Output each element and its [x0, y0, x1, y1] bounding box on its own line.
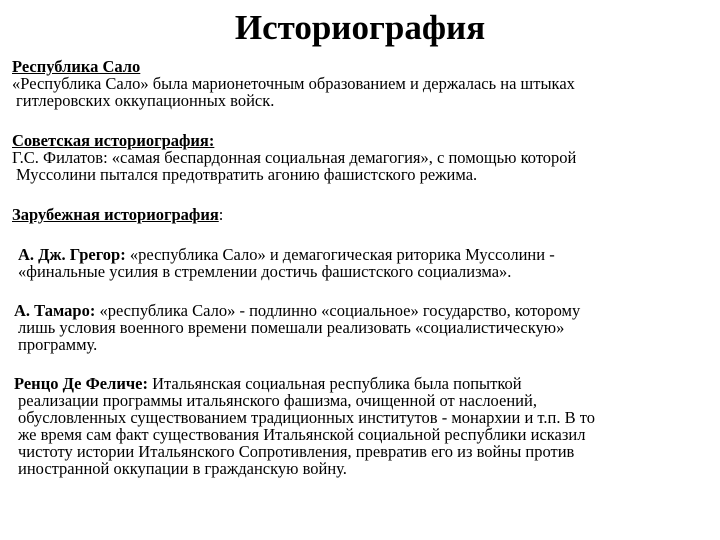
- defelice-text-line: иностранной оккупации в гражданскую войну.: [18, 459, 347, 478]
- tamaro-text-line: программу.: [18, 335, 98, 354]
- gregor-text: «республика Сало» и демагогическая риторика Муссолини -: [125, 245, 555, 264]
- defelice-text-line: реализации программы итальянского фашизма, очищенной от наслоений,: [18, 391, 537, 410]
- section-gregor: [12, 246, 702, 280]
- author-defelice: Ренцо Де Феличе:: [14, 374, 148, 393]
- section-heading-soviet: Советская историография:: [12, 131, 215, 150]
- slide-content: [12, 58, 702, 477]
- tamaro-text-line: лишь условия военного времени помешали реализовать «социалистическую»: [18, 318, 565, 337]
- author-gregor: А. Дж. Грегор:: [18, 245, 126, 264]
- heading-colon: :: [218, 205, 224, 224]
- section-soviet: [12, 132, 702, 183]
- gregor-text-line: «финальные усилия в стремлении достичь фашистского социализма».: [18, 262, 512, 281]
- section-defelice: [12, 375, 702, 477]
- salo-text-line: «Республика Сало» была марионеточным образованием и держалась на штыках: [12, 74, 575, 93]
- defelice-text: Итальянская социальная республика была попыткой: [147, 374, 522, 393]
- defelice-text-line: же время сам факт существования Итальянской социальной республики исказил: [18, 425, 586, 444]
- section-heading-salo: Республика Сало: [12, 57, 141, 76]
- defelice-text-line: обусловленных существованием традиционных институтов - монархии и т.п. В то: [18, 408, 595, 427]
- soviet-text-line: Г.С. Филатов: «самая беспардонная социальная демагогия», с помощью которой: [12, 148, 577, 167]
- section-salo: [12, 58, 702, 109]
- section-heading-foreign: Зарубежная историография: [12, 205, 219, 224]
- tamaro-text: «республика Сало» - подлинно «социальное» государство, которому: [95, 301, 581, 320]
- salo-text-line: гитлеровских оккупационных войск.: [16, 91, 275, 110]
- author-tamaro: А. Тамаро:: [14, 301, 96, 320]
- soviet-text-line: Муссолини пытался предотвратить агонию фашистского режима.: [16, 165, 478, 184]
- slide-title: Историография: [234, 8, 486, 47]
- section-tamaro: [12, 302, 702, 353]
- defelice-text-line: чистоту истории Итальянского Сопротивления, превратив его из войны против: [18, 442, 575, 461]
- section-foreign: [12, 206, 702, 223]
